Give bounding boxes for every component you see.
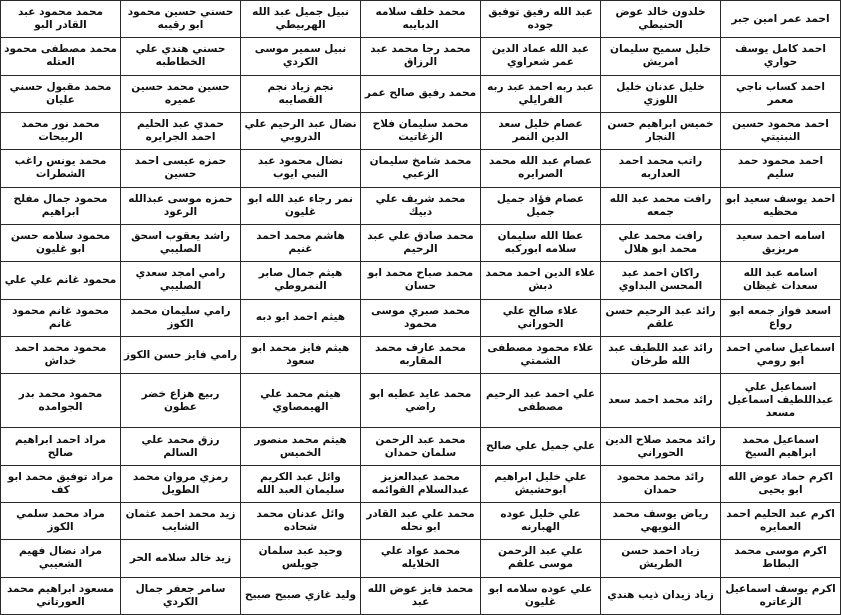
name-cell: زيد محمد احمد عثمان الشايب — [121, 503, 241, 540]
name-cell: عطا الله سليمان سلامه ابوركبه — [481, 224, 601, 261]
name-cell: رائد محمد صلاح الدين الحوراني — [601, 428, 721, 465]
name-cell: سامر جعفر جمال الكردي — [121, 577, 241, 614]
name-cell: عبد الله عماد الدين عمر شعراوي — [481, 38, 601, 75]
name-cell: اكرم حماد عوض الله ابو يحيى — [721, 465, 841, 502]
name-cell: رائد عبد الرحيم حسن علقم — [601, 299, 721, 336]
table-row — [1, 187, 841, 224]
name-cell: رائد محمد احمد سعد — [601, 374, 721, 428]
table-row — [1, 503, 841, 540]
table-row — [1, 374, 841, 428]
name-cell: علاء الدين احمد محمد دبش — [481, 262, 601, 299]
table-row — [1, 150, 841, 187]
table-row — [1, 262, 841, 299]
name-cell: خلدون خالد عوض الحنيطي — [601, 1, 721, 38]
name-cell: محمد صباح محمد ابو حسان — [361, 262, 481, 299]
name-cell: علي عبد الرحمن موسى علقم — [481, 540, 601, 577]
table-row — [1, 465, 841, 502]
name-cell: اسعد فواز جمعه ابو رواع — [721, 299, 841, 336]
name-cell: محمد رفيق صالح عمر — [361, 75, 481, 112]
name-cell: راكان احمد عبد المحسن البداوي — [601, 262, 721, 299]
name-cell: زيد خالد سلامه الحر — [121, 540, 241, 577]
names-table-body — [1, 1, 841, 615]
name-cell: محمد مقبول حسني عليان — [1, 75, 121, 112]
name-cell: هيثم محمد علي الهيمصاوي — [241, 374, 361, 428]
name-cell: وائل عدنان محمد شحاده — [241, 503, 361, 540]
name-cell: محمد سليمان فلاح الزغاتيت — [361, 112, 481, 149]
name-cell: محمد شريف علي دبيك — [361, 187, 481, 224]
table-row — [1, 112, 841, 149]
name-cell: مراد توفيق محمد ابو كف — [1, 465, 121, 502]
name-cell: عصام خليل سعد الدين النمر — [481, 112, 601, 149]
name-cell: محمد رجا محمد عبد الرزاق — [361, 38, 481, 75]
table-row — [1, 299, 841, 336]
name-cell: مراد نضال فهيم الشعيبي — [1, 540, 121, 577]
name-cell: هيثم احمد ابو دبه — [241, 299, 361, 336]
name-cell: حمزه موسى عبدالله الرعود — [121, 187, 241, 224]
name-cell: محمد عبدالعزيز عبدالسلام القوائمه — [361, 465, 481, 502]
name-cell: نجم زياد نجم القصايبه — [241, 75, 361, 112]
name-cell: رائد عبد اللطيف عبد الله طرخان — [601, 336, 721, 373]
name-cell: هيثم جمال صابر النمروطي — [241, 262, 361, 299]
name-cell: محمد صبري موسى محمود — [361, 299, 481, 336]
name-cell: رافت محمد علي محمد ابو هلال — [601, 224, 721, 261]
name-cell: اسامه عبد الله سعدات غيظان — [721, 262, 841, 299]
name-cell: رزق محمد علي السالم — [121, 428, 241, 465]
name-cell: وائل عبد الكريم سليمان العبد الله — [241, 465, 361, 502]
name-cell: علي خليل ابراهيم ابوحشيش — [481, 465, 601, 502]
name-cell: وحيد عبد سلمان جويلس — [241, 540, 361, 577]
name-cell: مسعود ابراهيم محمد العورتاني — [1, 577, 121, 614]
name-cell: اسماعيل سامي احمد ابو رومي — [721, 336, 841, 373]
name-cell: علاء صالح علي الحوراني — [481, 299, 601, 336]
name-cell: احمد محمود حسين النبتيتي — [721, 112, 841, 149]
name-cell: محمد صادق علي عبد الرحيم — [361, 224, 481, 261]
name-cell: محمد خلف سلامه الدبايبه — [361, 1, 481, 38]
name-cell: حسني حسين محمود ابو رقيبه — [121, 1, 241, 38]
name-cell: محمد عواد علي الخلايله — [361, 540, 481, 577]
name-cell: اسماعيل محمد ابراهيم السيخ — [721, 428, 841, 465]
name-cell: محمود سلامه حسن ابو غليون — [1, 224, 121, 261]
name-cell: رامي امجد سعدي الصليبي — [121, 262, 241, 299]
name-cell: مراد احمد ابراهيم صالح — [1, 428, 121, 465]
name-cell: هاشم محمد احمد غنيم — [241, 224, 361, 261]
name-cell: راتب محمد احمد العداربه — [601, 150, 721, 187]
name-cell: حسني هندي علي الخطاطبه — [121, 38, 241, 75]
name-cell: عصام فؤاد جميل جميل — [481, 187, 601, 224]
name-cell: حمدي عبد الحليم احمد الجرايره — [121, 112, 241, 149]
table-row — [1, 224, 841, 261]
name-cell: حسين محمد حسين عميره — [121, 75, 241, 112]
name-cell: اكرم موسى محمد البطاط — [721, 540, 841, 577]
name-cell: احمد كساب ناجي معمر — [721, 75, 841, 112]
name-cell: احمد عمر امين جبر — [721, 1, 841, 38]
name-cell: علي جميل علي صالح — [481, 428, 601, 465]
name-cell: محمد شامخ سليمان الزعبي — [361, 150, 481, 187]
table-row — [1, 428, 841, 465]
name-cell: احمد يوسف سعيد ابو محظيه — [721, 187, 841, 224]
name-cell: رياض يوسف محمد النويهي — [601, 503, 721, 540]
name-cell: محمود غانم محمود غانم — [1, 299, 121, 336]
name-cell: عبد ربه احمد عبد ربه الفرايلي — [481, 75, 601, 112]
table-row — [1, 1, 841, 38]
name-cell: راشد يعقوب اسحق الصليبي — [121, 224, 241, 261]
name-cell: خليل سميح سليمان امريش — [601, 38, 721, 75]
name-cell: محمود محمد احمد خداش — [1, 336, 121, 373]
name-cell: رافت محمد عبد الله جمعه — [601, 187, 721, 224]
name-cell: علي احمد عبد الرحيم مصطفى — [481, 374, 601, 428]
name-cell: محمد نور محمد الربيحات — [1, 112, 121, 149]
name-cell: حمزه عيسى احمد حسين — [121, 150, 241, 187]
name-cell: احمد محمود حمد سليم — [721, 150, 841, 187]
name-cell: نبيل سمير موسى الكردي — [241, 38, 361, 75]
name-cell: خليل عدنان خليل اللوزي — [601, 75, 721, 112]
name-cell: وليد غازي صبيح صبيح — [241, 577, 361, 614]
name-cell: زياد احمد حسن الطريش — [601, 540, 721, 577]
name-cell: محمد يونس راغب الشطرات — [1, 150, 121, 187]
name-cell: محمد مصطفى محمود العتله — [1, 38, 121, 75]
name-cell: نمر رجاء عبد الله ابو غليون — [241, 187, 361, 224]
name-cell: محمد علي عبد القادر ابو نحله — [361, 503, 481, 540]
name-cell: محمود جمال مفلح ابراهيم — [1, 187, 121, 224]
name-cell: اكرم يوسف اسماعيل الزعاتره — [721, 577, 841, 614]
name-cell: رامي سليمان محمد الكوز — [121, 299, 241, 336]
name-cell: محمد عارف محمد المقاربه — [361, 336, 481, 373]
table-row — [1, 336, 841, 373]
name-cell: محمد عبد الرحمن سلمان حمدان — [361, 428, 481, 465]
name-cell: اكرم عبد الحليم احمد العمايره — [721, 503, 841, 540]
name-cell: محمود غانم علي علي — [1, 262, 121, 299]
table-row — [1, 540, 841, 577]
name-cell: نبيل جميل عبد الله الهربيطي — [241, 1, 361, 38]
table-row — [1, 577, 841, 614]
name-cell: علي عوده سلامه ابو غليون — [481, 577, 601, 614]
name-cell: عصام عبد الله محمد الصرايره — [481, 150, 601, 187]
name-cell: محمد فايز عوض الله عبد — [361, 577, 481, 614]
name-cell: علي خليل عوده الهبارنه — [481, 503, 601, 540]
name-cell: رائد محمد محمود حمدان — [601, 465, 721, 502]
name-cell: محمد عايد عطيه ابو راضي — [361, 374, 481, 428]
name-cell: نضال عبد الرحيم علي الدروبي — [241, 112, 361, 149]
name-cell: اسامه احمد سعيد مريزيق — [721, 224, 841, 261]
table-row — [1, 38, 841, 75]
name-cell: هيثم محمد منصور الخميس — [241, 428, 361, 465]
name-cell: خميس ابراهيم حسن النجار — [601, 112, 721, 149]
name-cell: محمود محمد بدر الجوامده — [1, 374, 121, 428]
name-cell: رمزي مروان محمد الطويل — [121, 465, 241, 502]
name-cell: عبد الله رفيق توفيق جوده — [481, 1, 601, 38]
name-cell: علاء محمود مصطفى الشمتي — [481, 336, 601, 373]
name-cell: محمد محمود عبد القادر البو — [1, 1, 121, 38]
name-cell: مراد محمد سلمي الكوز — [1, 503, 121, 540]
name-cell: اسماعيل علي عبداللطيف اسماعيل مسعد — [721, 374, 841, 428]
name-cell: احمد كامل يوسف حواري — [721, 38, 841, 75]
name-cell: نضال محمود عبد النبي ايوب — [241, 150, 361, 187]
name-cell: زياد زيدان ذيب هندي — [601, 577, 721, 614]
name-cell: رامي فايز حسن الكوز — [121, 336, 241, 373]
name-cell: هيثم فايز محمد ابو سعود — [241, 336, 361, 373]
table-row — [1, 75, 841, 112]
name-cell: ربيع هزاع خضر عطون — [121, 374, 241, 428]
